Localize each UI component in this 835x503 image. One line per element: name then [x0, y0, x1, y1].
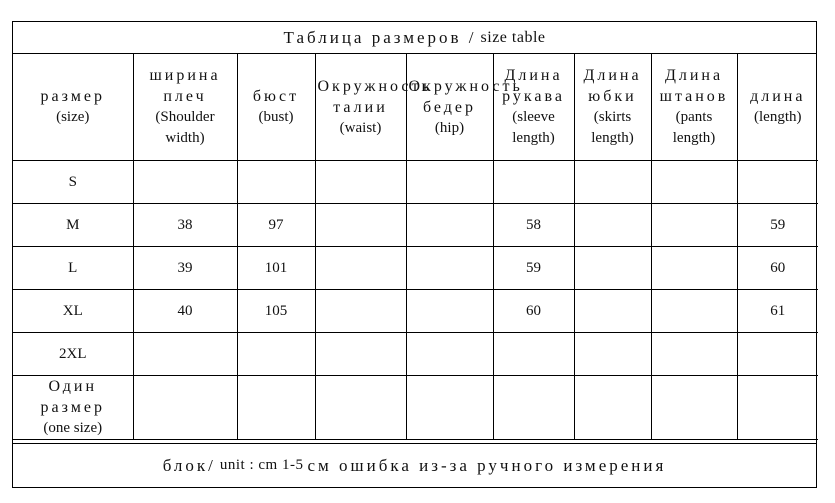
header-pants: Длина штанов (pants length): [651, 54, 737, 161]
size-chart: [12, 21, 817, 488]
table-cell: [651, 290, 737, 333]
table-cell: 38: [133, 204, 237, 247]
table-cell: [651, 376, 737, 440]
note-suffix: см ошибка из-за ручного измерения: [307, 455, 667, 475]
table-cell: 39: [133, 247, 237, 290]
table-row: [13, 161, 818, 204]
table-cell: 60: [493, 290, 574, 333]
size-cell: L: [13, 247, 133, 290]
header-row: [13, 54, 818, 161]
table-cell: 97: [237, 204, 315, 247]
table-cell: [574, 290, 651, 333]
table-cell: [493, 376, 574, 440]
table-cell: [493, 161, 574, 204]
table-cell: [315, 204, 406, 247]
table-cell: [133, 333, 237, 376]
header-size: размер (size): [13, 54, 133, 161]
table-cell: [651, 204, 737, 247]
size-cell: S: [13, 161, 133, 204]
measurement-note: [13, 443, 816, 487]
table-cell: [737, 333, 818, 376]
table-cell: [406, 290, 493, 333]
size-table: [13, 54, 818, 440]
table-cell: [315, 161, 406, 204]
table-cell: [493, 333, 574, 376]
table-cell: [651, 247, 737, 290]
table-cell: [406, 376, 493, 440]
table-cell: [406, 161, 493, 204]
table-cell: 61: [737, 290, 818, 333]
table-cell: 59: [737, 204, 818, 247]
table-cell: [237, 333, 315, 376]
table-cell: [406, 247, 493, 290]
header-bust: бюст (bust): [237, 54, 315, 161]
header-waist: Окружность талии (waist): [315, 54, 406, 161]
table-cell: [133, 161, 237, 204]
header-shoulder: ширина плеч (Shoulder width): [133, 54, 237, 161]
table-cell: [574, 204, 651, 247]
table-cell: 58: [493, 204, 574, 247]
table-cell: [574, 376, 651, 440]
header-hip: Окружность бедер (hip): [406, 54, 493, 161]
table-cell: [406, 204, 493, 247]
note-prefix: блок/: [162, 455, 216, 475]
table-cell: [737, 161, 818, 204]
header-skirt: Длина юбки (skirts length): [574, 54, 651, 161]
size-cell: XL: [13, 290, 133, 333]
table-title: [13, 22, 816, 54]
table-cell: 101: [237, 247, 315, 290]
table-row: [13, 376, 818, 440]
size-cell: Один размер (one size): [13, 376, 133, 440]
table-row: [13, 204, 818, 247]
title-ru: Таблица размеров /: [283, 27, 477, 47]
table-cell: [315, 333, 406, 376]
table-cell: [237, 376, 315, 440]
table-cell: [315, 290, 406, 333]
table-cell: [133, 376, 237, 440]
table-cell: [651, 161, 737, 204]
table-cell: [237, 161, 315, 204]
table-cell: 105: [237, 290, 315, 333]
header-sleeve: Длина рукава (sleeve length): [493, 54, 574, 161]
table-cell: [737, 376, 818, 440]
table-cell: 40: [133, 290, 237, 333]
table-cell: [574, 247, 651, 290]
table-cell: [406, 333, 493, 376]
size-cell: 2XL: [13, 333, 133, 376]
header-length: длина (length): [737, 54, 818, 161]
table-cell: [651, 333, 737, 376]
table-cell: 60: [737, 247, 818, 290]
table-cell: [315, 247, 406, 290]
table-row: [13, 333, 818, 376]
size-cell: M: [13, 204, 133, 247]
table-cell: 59: [493, 247, 574, 290]
title-en: size table: [480, 28, 546, 46]
table-row: [13, 247, 818, 290]
note-unit: unit : cm 1-5: [219, 457, 304, 473]
table-cell: [574, 161, 651, 204]
table-cell: [574, 333, 651, 376]
table-cell: [315, 376, 406, 440]
table-row: [13, 290, 818, 333]
